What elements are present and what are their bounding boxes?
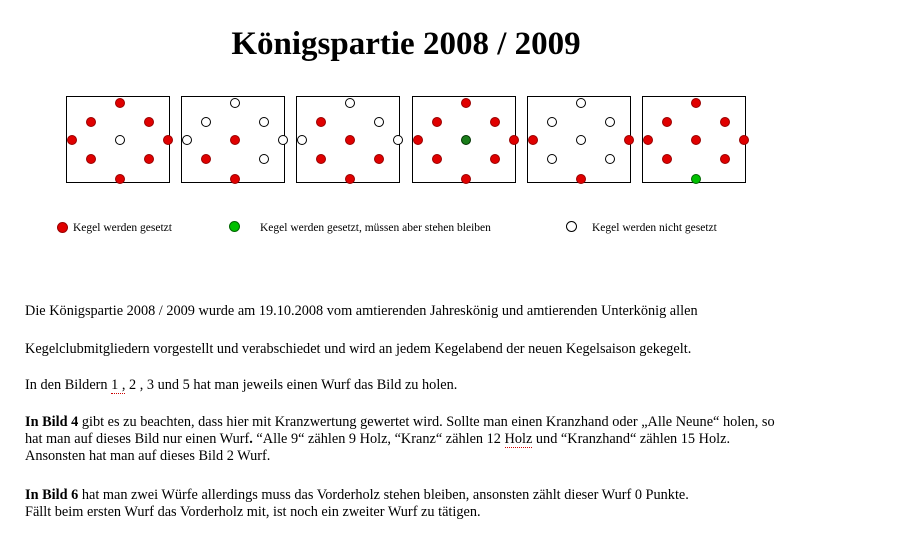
pin-off: [182, 135, 192, 145]
pin-set: [67, 135, 77, 145]
legend-set-dot: [57, 222, 68, 233]
bilder-ref: 1 ,: [111, 377, 126, 393]
pin-off: [297, 135, 307, 145]
pin-board-4: [412, 96, 516, 183]
paragraph-bilder: [25, 377, 457, 394]
pin-set: [432, 154, 442, 164]
pin-set: [509, 135, 519, 145]
bilder-post: 2 , 3 und 5 hat man jeweils einen Wurf das Bild zu holen.: [125, 377, 458, 393]
pin-off: [201, 117, 211, 127]
bild4-heading: In Bild 4: [25, 414, 79, 430]
pin-off: [374, 117, 384, 127]
bild6-line-1: [25, 487, 689, 504]
pin-off: [605, 117, 615, 127]
pin-set: [720, 154, 730, 164]
pin-set: [230, 135, 240, 145]
pin-set: [115, 98, 125, 108]
pin-set: [691, 98, 701, 108]
paragraph-bild4: [25, 414, 775, 465]
legend-stand-label: Kegel werden gesetzt, müssen aber stehen bleiben: [260, 222, 491, 234]
bild4-holz: Holz: [504, 431, 533, 447]
pin-off: [576, 98, 586, 108]
pin-set: [316, 117, 326, 127]
bild4-line-2-dot: .: [249, 431, 253, 447]
pin-set: [374, 154, 384, 164]
pin-off: [278, 135, 288, 145]
pin-set: [490, 117, 500, 127]
bild4-line-2: [25, 431, 775, 448]
pin-off: [259, 117, 269, 127]
bild4-line-2-end: und “Kranzhand“ zählen 15 Holz.: [532, 431, 731, 447]
pin-off: [393, 135, 403, 145]
pin-off: [345, 98, 355, 108]
pin-set: [230, 174, 240, 184]
legend-stand-dot: [229, 221, 240, 232]
bild6-line-2: Fällt beim ersten Wurf das Vorderholz mit, ist noch ein zweiter Wurf zu tätigen.: [25, 504, 481, 520]
pin-off: [115, 135, 125, 145]
pin-stand: [691, 174, 701, 184]
pin-set: [86, 117, 96, 127]
paragraph-intro-2: Kegelclubmitgliedern vorgestellt und verabschiedet und wird an jedem Kegelabend der neuen Kegelsaison gekegelt.: [25, 341, 692, 357]
pin-set: [144, 154, 154, 164]
pin-set: [201, 154, 211, 164]
legend-off-label: Kegel werden nicht gesetzt: [592, 222, 717, 234]
pin-dark: [461, 135, 471, 145]
pin-set: [461, 174, 471, 184]
bilder-pre: In den Bildern: [25, 377, 112, 393]
pin-set: [115, 174, 125, 184]
bild4-line-1: [25, 414, 775, 431]
pin-set: [490, 154, 500, 164]
page-title: Königspartie 2008 / 2009: [231, 26, 581, 62]
pin-board-6: [642, 96, 746, 183]
pin-board-2: [181, 96, 285, 183]
pin-set: [720, 117, 730, 127]
paragraph-bild6: [25, 487, 689, 521]
pin-set: [461, 98, 471, 108]
pin-set: [345, 135, 355, 145]
pin-set: [144, 117, 154, 127]
pin-set: [662, 154, 672, 164]
bild6-heading: In Bild 6: [25, 487, 79, 503]
pin-set: [691, 135, 701, 145]
legend-off-dot: [566, 221, 577, 232]
pin-off: [547, 117, 557, 127]
pin-off: [576, 135, 586, 145]
pin-set: [163, 135, 173, 145]
paragraph-intro-1: Die Königspartie 2008 / 2009 wurde am 19.10.2008 vom amtierenden Jahreskönig und amtierenden Unterkönig allen: [25, 303, 698, 319]
bild4-line-1-text: gibt es zu beachten, dass hier mit Kranzwertung gewertet wird. Sollte man einen Kranzhand oder „Alle Neune“ holen, so: [78, 414, 775, 430]
pin-set: [624, 135, 634, 145]
pin-set: [345, 174, 355, 184]
pin-off: [259, 154, 269, 164]
pin-set: [413, 135, 423, 145]
pin-set: [576, 174, 586, 184]
legend-set-label: Kegel werden gesetzt: [73, 222, 172, 234]
pin-off: [230, 98, 240, 108]
pin-board-1: [66, 96, 170, 183]
bild4-line-2-pre: hat man auf dieses Bild nur einen Wurf: [25, 431, 250, 447]
pin-set: [528, 135, 538, 145]
pin-off: [547, 154, 557, 164]
bild4-line-3: Ansonsten hat man auf dieses Bild 2 Wurf.: [25, 448, 271, 464]
pin-set: [643, 135, 653, 145]
bild4-line-2-post: “Alle 9“ zählen 9 Holz, “Kranz“ zählen 12: [252, 431, 505, 447]
pin-set: [86, 154, 96, 164]
pin-board-3: [296, 96, 400, 183]
pin-set: [432, 117, 442, 127]
pin-set: [739, 135, 749, 145]
pin-off: [605, 154, 615, 164]
pin-set: [316, 154, 326, 164]
bild6-line-1-text: hat man zwei Würfe allerdings muss das Vorderholz stehen bleiben, ansonsten zählt dieser Wurf 0 Punkte.: [78, 487, 689, 503]
pin-set: [662, 117, 672, 127]
pin-board-5: [527, 96, 631, 183]
